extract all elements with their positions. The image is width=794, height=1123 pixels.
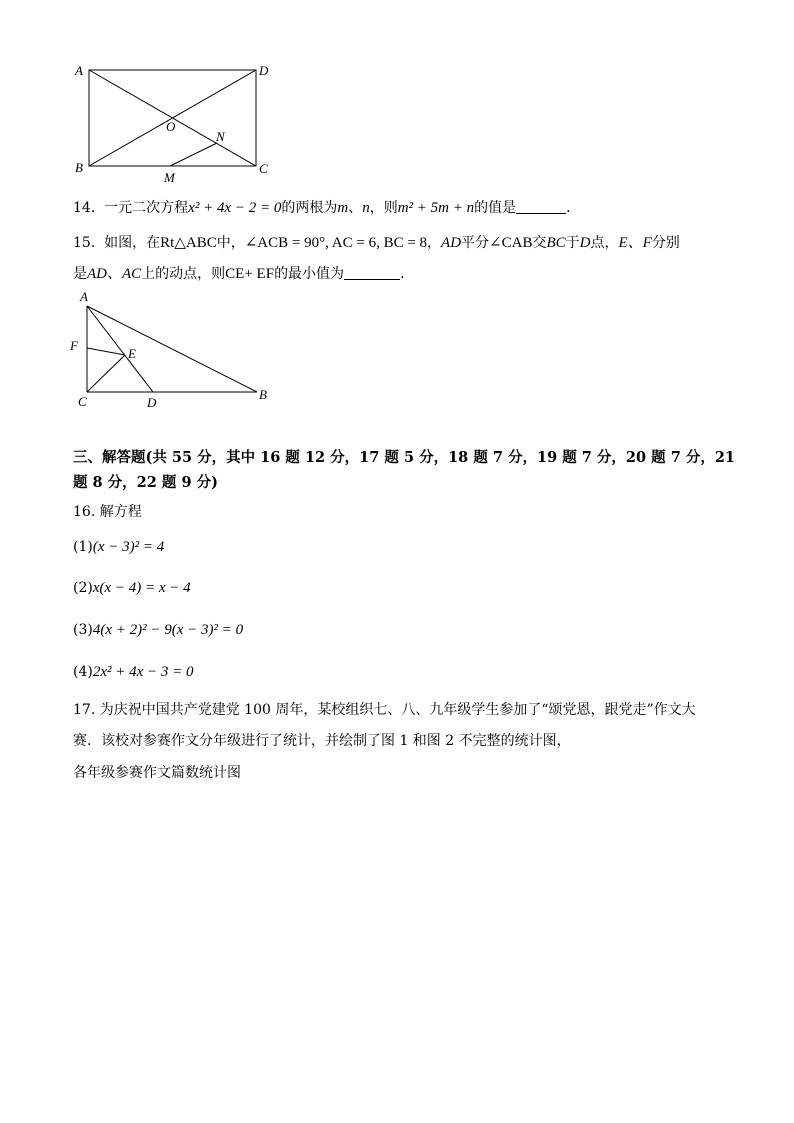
chart-caption: 各年级参赛作文篇数统计图 [73, 765, 241, 781]
q14-equation: x² + 4x − 2 = 0 [188, 200, 282, 216]
question-number: 14. [73, 200, 96, 216]
q15-d: D [579, 235, 591, 251]
q14-text-4: 的值是 [474, 200, 517, 216]
q14-expression: m² + 5m + n [397, 200, 475, 216]
question-16-title: 16. 解方程 [73, 504, 142, 520]
part-label: (1) [73, 539, 93, 555]
label-d: D [147, 395, 157, 410]
question-17-line-2: 赛．该校对参赛作文分年级进行了统计，并绘制了图 1 和图 2 不完整的统计图， [73, 733, 571, 749]
q15-ad-ac: AD、AC [87, 266, 142, 282]
section-3-heading-line-2: 题 8 分，22 题 9 分) [73, 474, 218, 491]
label-b: B [259, 387, 267, 402]
q15-ad: AD [441, 235, 462, 251]
answer-blank[interactable] [344, 265, 400, 280]
segment-fe [87, 348, 125, 355]
q15-triangle: Rt△ABC [160, 235, 217, 251]
q14-text-2: 的两根为 [281, 200, 338, 216]
q15-ef: E、F [618, 235, 652, 251]
q15-text: 中， [216, 235, 245, 251]
label-m: M [164, 170, 175, 185]
q14-m: m [337, 200, 349, 216]
part-label: (3) [73, 622, 93, 638]
q16-part-1 [73, 537, 164, 557]
q15-text: 如图，在 [104, 235, 161, 251]
side-ab [87, 306, 257, 392]
q14-text-1: 一元二次方程 [104, 200, 189, 216]
question-number: 15. [73, 235, 96, 251]
q15-text: ， [427, 235, 442, 251]
segment-ad [87, 306, 153, 392]
label-d: D [259, 63, 269, 78]
q15-bc: BC [546, 235, 566, 251]
q15-text: 交 [532, 235, 547, 251]
q15-condition: ∠ACB = 90°, AC = 6, BC = 8 [244, 235, 428, 251]
label-e: E [128, 346, 136, 361]
question-15-line-2 [73, 264, 405, 284]
part-label: (4) [73, 664, 93, 680]
label-n: N [216, 129, 225, 144]
q15-text: 点， [590, 235, 619, 251]
q15-text: 平分 [461, 235, 490, 251]
label-o: O [166, 119, 176, 134]
q16-part-4 [73, 662, 194, 682]
part-equation: (x − 3)² = 4 [92, 539, 165, 555]
label-f: F [70, 338, 78, 353]
segment-ce [87, 355, 125, 392]
label-a: A [80, 289, 88, 304]
label-c: C [259, 161, 268, 176]
part-equation: x(x − 4) = x − 4 [92, 580, 191, 596]
question-15-line-1 [73, 233, 680, 253]
q16-part-3 [73, 620, 243, 640]
q15-text: 上的动点，则 [141, 266, 226, 282]
section-3-heading-line-1: 三、解答题(共 55 分，其中 16 题 12 分，17 题 5 分，18 题 7 分，19 题 7 分，20 题 7 分，21 [73, 449, 736, 466]
q15-angle: ∠CAB [489, 235, 533, 251]
question-17-line-1: 17. 为庆祝中国共产党建党 100 周年，某校组织七、八、九年级学生参加了“颂党恩，跟党走”作文大 [73, 702, 696, 718]
label-a: A [75, 63, 83, 78]
triangle-figure [66, 288, 276, 412]
q14-sep: 、 [348, 200, 363, 216]
question-14 [73, 198, 571, 218]
q16-part-2 [73, 578, 191, 598]
q15-end: . [400, 266, 405, 282]
segment-mn [170, 143, 217, 166]
label-b: B [75, 160, 83, 175]
part-equation: 4(x + 2)² − 9(x − 3)² = 0 [92, 622, 244, 638]
q15-text: 分别 [651, 235, 680, 251]
q15-text: 于 [565, 235, 580, 251]
q14-end: . [566, 200, 571, 216]
rectangle-figure [70, 60, 280, 188]
q14-n: n [362, 200, 370, 216]
q15-text: 是 [73, 266, 87, 282]
answer-blank[interactable] [516, 199, 566, 214]
q15-sum: CE+ EF [225, 266, 275, 282]
part-equation: 2x² + 4x − 3 = 0 [92, 664, 194, 680]
q15-text: 的最小值为 [274, 266, 345, 282]
label-c: C [78, 394, 87, 409]
q14-text-3: ，则 [369, 200, 398, 216]
part-label: (2) [73, 580, 93, 596]
